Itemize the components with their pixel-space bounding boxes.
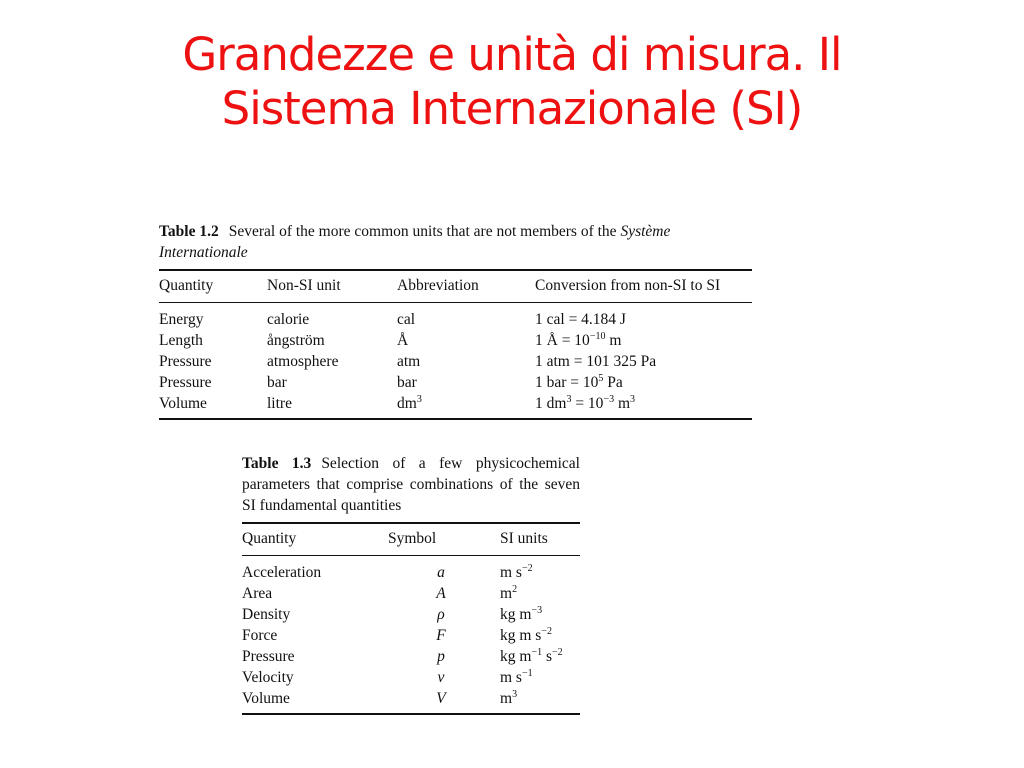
table-1-3-caption-text: Selection of a few physicochemical parameters that comprise combinations of the seven SI fundamental quantities — [242, 455, 580, 514]
cell-non-si-unit: litre — [267, 395, 292, 412]
cell-si-units: kg m $s^{-2}$ — [500, 626, 552, 644]
cell-abbreviation: atm — [397, 353, 421, 370]
slide-title — [0, 28, 1024, 136]
cell-conversion: 1 cal = 4.184 J — [535, 311, 626, 328]
cell-conversion: 1 Å = $10^{-10}$ m — [535, 331, 622, 349]
table-row — [242, 604, 580, 625]
cell-conversion: 1 atm = 101 325 Pa — [535, 353, 657, 370]
cell-abbreviation: Å — [397, 332, 409, 349]
cell-quantity: Area — [242, 585, 273, 602]
superscript: 2 — [512, 584, 518, 595]
cell-quantity: Pressure — [159, 353, 212, 370]
superscript: 3 — [566, 394, 572, 405]
table-1-3-body — [242, 556, 580, 715]
superscript: 3 — [630, 394, 636, 405]
title-line-2: Sistema Internazionale (SI) — [221, 82, 803, 135]
superscript: −2 — [541, 626, 552, 637]
cell-conversion: 1 $dm^3 = 10^{-3}$ $m^3$ — [535, 394, 636, 412]
table-row — [159, 309, 752, 330]
table-1-3-label: Table 1.3 — [242, 455, 312, 472]
cell-quantity: Density — [242, 606, 291, 623]
superscript: 3 — [416, 394, 422, 405]
table-row — [242, 667, 580, 688]
table-1-2-caption — [159, 221, 752, 263]
cell-quantity: Volume — [242, 690, 290, 707]
table-row — [159, 351, 752, 372]
table-row — [242, 688, 580, 709]
cell-quantity: Volume — [159, 395, 207, 412]
table-1-2-header — [159, 269, 752, 303]
superscript: −1 — [521, 668, 533, 679]
cell-symbol: p — [437, 648, 445, 665]
table-row — [242, 625, 580, 646]
cell-non-si-unit: ångström — [267, 332, 325, 349]
cell-quantity: Pressure — [159, 374, 212, 391]
cell-conversion: 1 bar = $10^5$ Pa — [535, 373, 623, 391]
table-1-3-header — [242, 522, 580, 556]
table-1-2-caption-text: Several of the more common units that are not members of the — [228, 223, 617, 240]
cell-abbreviation: cal — [397, 311, 416, 328]
cell-abbreviation: $dm^3$ — [397, 394, 422, 412]
cell-non-si-unit: atmosphere — [267, 353, 339, 370]
cell-symbol: A — [436, 585, 446, 602]
superscript: −2 — [521, 563, 533, 574]
table-row — [242, 583, 580, 604]
cell-quantity: Force — [242, 627, 278, 644]
table-1-2-caption-italic: Système Internationale — [159, 223, 671, 261]
superscript: −1 — [531, 647, 543, 658]
column-header: Conversion from non-SI to SI — [535, 277, 721, 294]
cell-symbol: a — [437, 564, 445, 581]
cell-quantity: Velocity — [242, 669, 294, 686]
superscript: −3 — [531, 605, 543, 616]
cell-quantity: Acceleration — [242, 564, 322, 581]
column-header: Non-SI unit — [267, 277, 341, 294]
cell-quantity: Energy — [159, 311, 204, 328]
table-1-2-label: Table 1.2 — [159, 223, 219, 240]
superscript: −3 — [603, 394, 615, 405]
column-header: SI units — [500, 530, 548, 547]
cell-symbol: v — [437, 669, 445, 686]
cell-si-units: $m^2$ — [500, 584, 518, 602]
cell-si-units: m $s^{-1}$ — [500, 668, 533, 686]
cell-si-units: kg $m^{-1}$ $s^{-2}$ — [500, 647, 563, 665]
superscript: 5 — [598, 373, 604, 384]
cell-non-si-unit: calorie — [267, 311, 310, 328]
superscript: −2 — [552, 647, 563, 658]
table-row — [159, 393, 752, 414]
column-header: Abbreviation — [397, 277, 479, 294]
cell-symbol: V — [436, 690, 446, 707]
cell-si-units: m $s^{-2}$ — [500, 563, 533, 581]
table-row — [242, 646, 580, 667]
cell-symbol: ρ — [437, 606, 445, 623]
superscript: 3 — [512, 689, 518, 700]
table-1-2-body — [159, 303, 752, 420]
cell-symbol: F — [436, 627, 446, 644]
superscript: −10 — [589, 331, 606, 342]
table-row — [159, 372, 752, 393]
cell-si-units: $m^3$ — [500, 689, 518, 707]
table-1-3 — [242, 453, 580, 715]
title-line-1: Grandezze e unità di misura. Il — [182, 28, 842, 81]
cell-abbreviation: bar — [397, 374, 417, 391]
column-header: Quantity — [159, 277, 214, 294]
table-1-2 — [159, 221, 752, 420]
cell-si-units: kg $m^{-3}$ — [500, 605, 543, 623]
column-header: Quantity — [242, 530, 297, 547]
table-row — [159, 330, 752, 351]
cell-quantity: Pressure — [242, 648, 295, 665]
cell-quantity: Length — [159, 332, 203, 349]
table-1-3-caption — [242, 453, 580, 516]
column-header: Symbol — [388, 530, 437, 547]
cell-non-si-unit: bar — [267, 374, 287, 391]
table-row — [242, 562, 580, 583]
